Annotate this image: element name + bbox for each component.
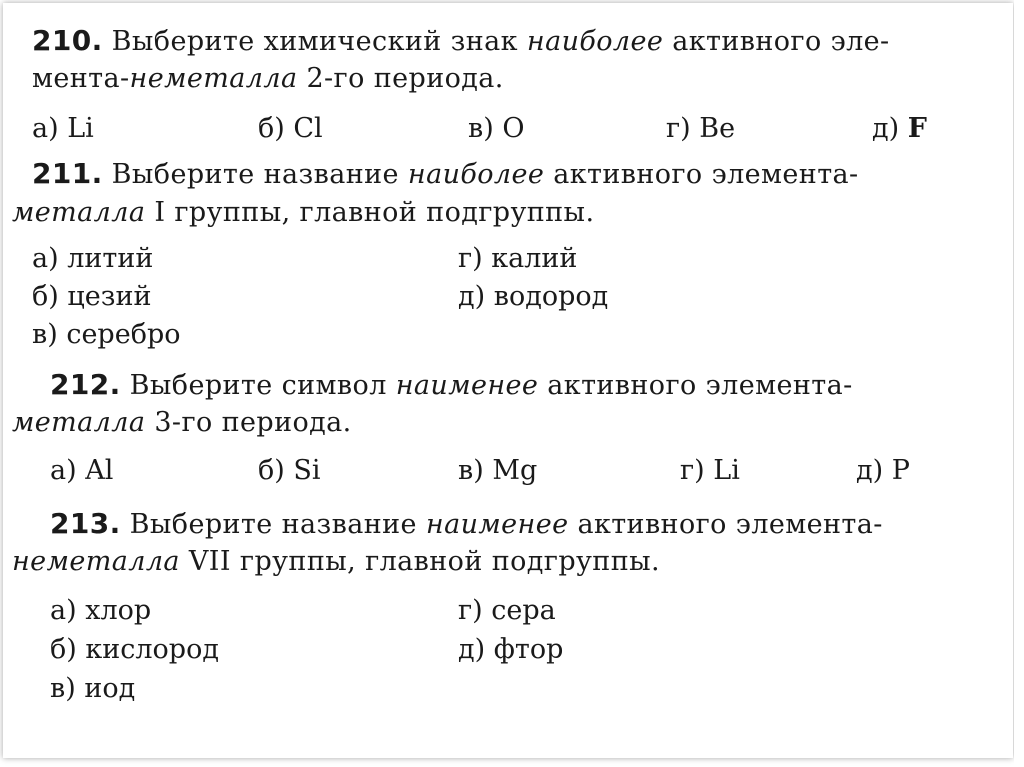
q210-emphasis: наиболее — [526, 26, 664, 57]
option-letter: г) — [666, 113, 691, 144]
option-letter: г) — [458, 243, 483, 274]
q212-emphasis: наименее — [395, 370, 539, 401]
q211-option-a — [32, 242, 153, 276]
q212-option-v — [458, 454, 537, 488]
option-value: Be — [699, 113, 736, 144]
q213-line2 — [12, 545, 660, 579]
q210-option-v — [468, 112, 524, 146]
option-letter: д) — [856, 455, 884, 486]
q213-option-v — [50, 672, 135, 706]
option-value: Li — [67, 113, 94, 144]
q210-line2 — [32, 62, 504, 96]
q210-text-a: Выберите химический знак — [111, 26, 527, 57]
option-letter: в) — [468, 113, 494, 144]
q210-option-b — [258, 112, 323, 146]
option-letter: б) — [258, 113, 285, 144]
q210-option-a — [32, 112, 94, 146]
option-value: серебро — [66, 319, 181, 350]
option-value: Cl — [293, 113, 323, 144]
q213-option-b — [50, 633, 219, 667]
q211-option-g — [458, 242, 577, 276]
option-letter: а) — [32, 113, 59, 144]
option-letter: д) — [458, 634, 486, 665]
option-value: сера — [491, 595, 556, 626]
option-letter: б) — [50, 634, 77, 665]
q213-text-b: активного элемента- — [568, 509, 883, 540]
q213-option-a — [50, 594, 151, 628]
option-value: литий — [67, 243, 154, 274]
q210-line2-emphasis: неметалла — [129, 63, 298, 94]
q211-line2 — [12, 196, 594, 230]
option-letter: а) — [50, 455, 77, 486]
option-letter: д) — [872, 113, 900, 144]
q211-emphasis: наиболее — [407, 159, 545, 190]
option-letter: а) — [50, 595, 77, 626]
q213-line2-emphasis: неметалла — [12, 546, 180, 577]
option-value: калий — [491, 243, 578, 274]
option-letter: г) — [458, 595, 483, 626]
option-letter: в) — [50, 673, 76, 704]
option-letter: г) — [680, 455, 705, 486]
q211-option-d — [458, 280, 608, 314]
option-letter: б) — [32, 281, 59, 312]
q212-text-a: Выберите символ — [129, 370, 396, 401]
q211-text-b: активного элемента- — [544, 159, 859, 190]
q212-option-a — [50, 454, 113, 488]
option-value: Al — [85, 455, 114, 486]
q213-number: 213. — [50, 507, 121, 540]
option-value: F — [907, 113, 927, 144]
q210-line1 — [32, 24, 890, 59]
option-value: Li — [713, 455, 740, 486]
q211-text-a: Выберите название — [111, 159, 408, 190]
option-value: водород — [493, 281, 609, 312]
q212-line2-b: 3-го периода. — [145, 407, 352, 438]
option-value: цезий — [67, 281, 152, 312]
q210-option-d — [872, 112, 927, 146]
q213-option-g — [458, 594, 556, 628]
q210-line2-b: 2-го периода. — [297, 63, 504, 94]
option-letter: в) — [32, 319, 58, 350]
option-value: фтор — [493, 634, 564, 665]
q212-line2 — [12, 406, 352, 440]
q210-number: 210. — [32, 24, 103, 57]
q212-line1 — [50, 368, 853, 403]
option-letter: б) — [258, 455, 285, 486]
q212-option-d — [856, 454, 910, 488]
q212-number: 212. — [50, 368, 121, 401]
option-value: O — [502, 113, 525, 144]
q210-line2-a: мента- — [32, 63, 130, 94]
option-letter: д) — [458, 281, 486, 312]
q211-line2-emphasis: металла — [12, 197, 146, 228]
q210-text-b: активного эле- — [663, 26, 890, 57]
option-value: Mg — [492, 455, 538, 486]
q211-option-b — [32, 280, 151, 314]
q213-line2-b: VII группы, главной подгруппы. — [179, 546, 660, 577]
q213-line1 — [50, 507, 883, 542]
option-value: кислород — [85, 634, 219, 665]
q211-line2-b: I группы, главной подгруппы. — [145, 197, 595, 228]
q213-option-d — [458, 633, 563, 667]
option-value: Si — [293, 455, 321, 486]
q211-line1 — [32, 157, 859, 192]
option-value: иод — [84, 673, 136, 704]
option-letter: а) — [32, 243, 59, 274]
q211-number: 211. — [32, 157, 103, 190]
q212-text-b: активного элемента- — [538, 370, 853, 401]
q212-option-g — [680, 454, 740, 488]
q213-text-a: Выберите название — [129, 509, 426, 540]
q210-option-g — [666, 112, 735, 146]
q213-emphasis: наименее — [425, 509, 569, 540]
q212-line2-emphasis: металла — [12, 407, 146, 438]
q212-option-b — [258, 454, 321, 488]
page-right-margin — [1014, 0, 1024, 767]
option-value: хлор — [85, 595, 152, 626]
option-letter: в) — [458, 455, 484, 486]
option-value: P — [891, 455, 910, 486]
q211-option-v — [32, 318, 181, 352]
